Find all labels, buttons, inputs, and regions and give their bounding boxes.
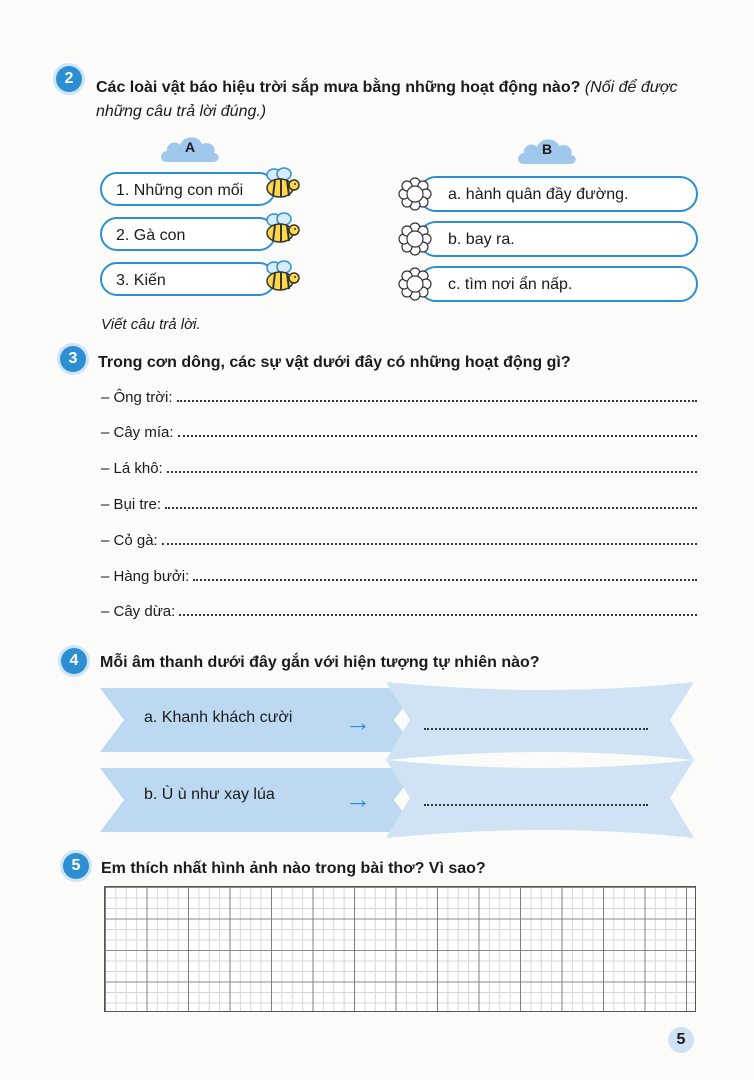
column-a-label: A: [184, 139, 196, 155]
answer-label: – Lá khô:: [101, 460, 163, 477]
bee-icon[interactable]: [258, 211, 302, 247]
ribbon-shapes: [98, 680, 698, 840]
question-4-title: Mỗi âm thanh dưới đây gắn với hiện tượng tự nhiên nào?: [100, 654, 540, 671]
dotted-line: [165, 507, 697, 509]
column-b-label: B: [541, 141, 553, 157]
arrow-right-icon: →: [345, 784, 371, 814]
answer-line-sound-b[interactable]: [424, 804, 648, 806]
answer-line-hang-buoi[interactable]: [101, 565, 697, 585]
answer-line-cay-mia[interactable]: [101, 421, 697, 441]
question-2-badge: 2: [56, 66, 82, 92]
sound-a-label: a. Khanh khách cười: [144, 709, 293, 726]
answer-line-la-kho[interactable]: [101, 457, 697, 477]
answer-line-ong-troi[interactable]: [101, 386, 697, 406]
answer-label: – Ông trời:: [101, 389, 173, 406]
cloud-b-icon: [516, 134, 578, 166]
flower-icon[interactable]: [398, 177, 432, 211]
column-b-item-b: b. bay ra.: [418, 221, 698, 257]
answer-line-cay-dua[interactable]: [101, 600, 697, 620]
column-b-item-a: a. hành quân đầy đường.: [418, 176, 698, 212]
question-2-instruction: (Nối để được những câu trả lời đúng.): [96, 79, 678, 120]
answer-label: – Cỏ gà:: [101, 532, 158, 549]
question-3-title: Trong cơn dông, các sự vật dưới đây có những hoạt động gì?: [98, 354, 571, 371]
dotted-line: [193, 579, 697, 581]
answer-label: – Cây mía:: [101, 424, 174, 441]
writing-grid[interactable]: [104, 886, 696, 1012]
column-a-item-1: 1. Những con mối: [100, 172, 276, 206]
column-b-item-c: c. tìm nơi ẩn nấp.: [418, 266, 698, 302]
column-a-item-2: 2. Gà con: [100, 217, 276, 251]
answer-line-sound-a[interactable]: [424, 728, 648, 730]
column-a-item-3: 3. Kiến: [100, 262, 276, 296]
answer-line-bui-tre[interactable]: [101, 493, 697, 513]
question-5-badge: 5: [63, 853, 89, 879]
dotted-line: [178, 435, 697, 437]
question-2-text: Các loài vật báo hiệu trời sắp mưa bằng những hoạt động nào?: [96, 79, 581, 96]
question-4-badge: 4: [61, 648, 87, 674]
page-number: 5: [668, 1027, 694, 1053]
answer-label: – Cây dừa:: [101, 603, 176, 620]
sound-b-label: b. Ù ù như xay lúa: [144, 786, 275, 803]
write-answer-prompt: Viết câu trả lời.: [101, 316, 201, 333]
dotted-line: [177, 400, 697, 402]
arrow-right-icon: →: [345, 707, 371, 737]
dotted-line: [162, 543, 697, 545]
bee-icon[interactable]: [258, 259, 302, 295]
answer-line-co-ga[interactable]: [101, 529, 697, 549]
bee-icon[interactable]: [258, 166, 302, 202]
question-3-badge: 3: [60, 346, 86, 372]
answer-label: – Hàng bưởi:: [101, 568, 190, 585]
dotted-line: [179, 614, 697, 616]
answer-label: – Bụi tre:: [101, 496, 162, 513]
dotted-line: [167, 471, 697, 473]
flower-icon[interactable]: [398, 267, 432, 301]
question-2-title: [96, 76, 706, 124]
cloud-a-icon: [159, 132, 221, 164]
question-5-title: Em thích nhất hình ảnh nào trong bài thơ? Vì sao?: [101, 860, 486, 877]
flower-icon[interactable]: [398, 222, 432, 256]
